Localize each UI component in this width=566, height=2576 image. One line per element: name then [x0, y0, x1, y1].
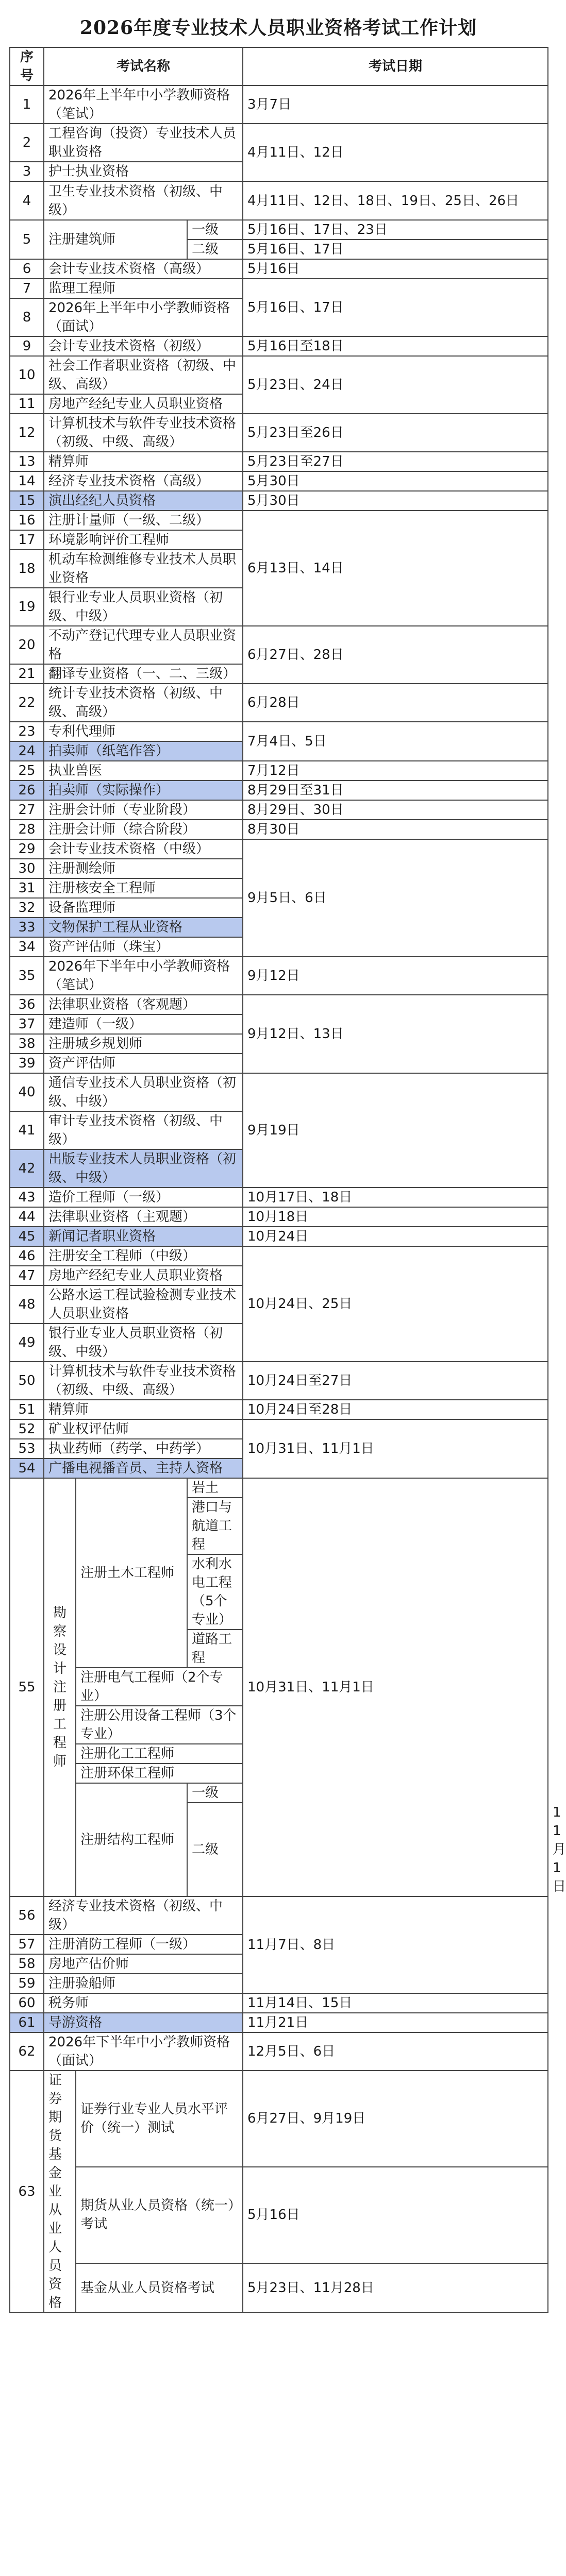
- row-number: 19: [10, 588, 44, 626]
- table-row-highlighted: [10, 2013, 548, 2032]
- header-name: 考试名称: [44, 47, 243, 86]
- exam-date: 10月24日至27日: [243, 1362, 548, 1400]
- row-number: 25: [10, 761, 44, 781]
- exam-name: 注册验船师: [44, 1974, 243, 1993]
- exam-name: 工程咨询（投资）专业技术人员职业资格: [44, 124, 243, 162]
- exam-specialty: 二级: [187, 1803, 243, 1896]
- exam-date: 9月5日、6日: [243, 839, 548, 957]
- exam-name: 注册核安全工程师: [44, 878, 243, 898]
- exam-name: 拍卖师（纸笔作答）: [44, 741, 243, 761]
- row-number: 17: [10, 530, 44, 550]
- table-row: [10, 1419, 548, 1439]
- exam-name: 计算机技术与软件专业技术资格（初级、中级、高级）: [44, 1362, 243, 1400]
- row-number: 9: [10, 336, 44, 356]
- exam-name: 注册会计师（专业阶段）: [44, 800, 243, 820]
- exam-date: 10月17日、18日: [243, 1188, 548, 1207]
- table-row: [10, 2263, 548, 2313]
- exam-date: 5月16日、17日: [243, 240, 548, 259]
- exam-name: 社会工作者职业资格（初级、中级、高级）: [44, 356, 243, 394]
- exam-date: 5月23日、11月28日: [243, 2263, 548, 2313]
- exam-name: 税务师: [44, 1993, 243, 2013]
- table-row: [10, 722, 548, 741]
- exam-date: 5月16日至18日: [243, 336, 548, 356]
- exam-name: 造价工程师（一级）: [44, 1188, 243, 1207]
- exam-name: 精算师: [44, 1400, 243, 1419]
- table-row: [10, 800, 548, 820]
- row-number: 34: [10, 937, 44, 957]
- exam-date: 5月23日至27日: [243, 452, 548, 471]
- exam-name: 机动车检测维修专业技术人员职业资格: [44, 550, 243, 588]
- exam-category: 证券期货基金业从业人员资格: [44, 2071, 76, 2313]
- row-number: 44: [10, 1207, 44, 1227]
- exam-name: 矿业权评估师: [44, 1419, 243, 1439]
- exam-name: 精算师: [44, 452, 243, 471]
- table-row: [10, 995, 548, 1014]
- row-number: 55: [10, 1478, 44, 1896]
- row-number: 39: [10, 1054, 44, 1073]
- exam-name: 注册城乡规划师: [44, 1034, 243, 1054]
- exam-name: 房地产经纪专业人员职业资格: [44, 1266, 243, 1285]
- row-number: 13: [10, 452, 44, 471]
- exam-name: 2026年上半年中小学教师资格（面试）: [44, 298, 243, 336]
- row-number: 16: [10, 511, 44, 530]
- table-body: [10, 86, 566, 2313]
- row-number: 14: [10, 471, 44, 491]
- row-number: 11: [10, 394, 44, 414]
- table-row: [10, 2032, 548, 2071]
- row-number: 59: [10, 1974, 44, 1993]
- exam-subcategory: 注册化工工程师: [76, 1744, 243, 1764]
- row-number: 2: [10, 124, 44, 162]
- exam-date: 10月24日至28日: [243, 1400, 548, 1419]
- table-row: [10, 86, 548, 124]
- exam-name: 2026年下半年中小学教师资格（面试）: [44, 2032, 243, 2071]
- row-number: 5: [10, 220, 44, 259]
- exam-name: 会计专业技术资格（初级）: [44, 336, 243, 356]
- row-number: 3: [10, 162, 44, 181]
- table-row: [10, 839, 548, 859]
- row-number: 36: [10, 995, 44, 1014]
- exam-name: 注册计量师（一级、二级）: [44, 511, 243, 530]
- exam-name: 拍卖师（实际操作）: [44, 781, 243, 800]
- exam-specialty: 岩土: [187, 1478, 243, 1498]
- table-row: [10, 452, 548, 471]
- row-number: 21: [10, 664, 44, 684]
- row-number: 20: [10, 626, 44, 664]
- row-number: 43: [10, 1188, 44, 1207]
- exam-name: 环境影响评价工程师: [44, 530, 243, 550]
- exam-date: 4月11日、12日: [243, 124, 548, 181]
- exam-date: 5月23日、24日: [243, 356, 548, 414]
- exam-date: 5月23日至26日: [243, 414, 548, 452]
- exam-date: 9月12日、13日: [243, 995, 548, 1073]
- exam-date: 4月11日、12日、18日、19日、25日、26日: [243, 181, 548, 220]
- row-number: 46: [10, 1246, 44, 1266]
- exam-subcategory: 期货从业人员资格（统一）考试: [76, 2167, 243, 2263]
- table-row: [10, 1362, 548, 1400]
- row-number: 57: [10, 1935, 44, 1954]
- exam-date: 7月4日、5日: [243, 722, 548, 761]
- header-date: 考试日期: [243, 47, 548, 86]
- row-number: 56: [10, 1896, 44, 1935]
- exam-date: 5月30日: [243, 471, 548, 491]
- exam-date: 5月16日: [243, 2167, 548, 2263]
- exam-name: 演出经纪人员资格: [44, 491, 243, 511]
- table-row: [10, 2071, 548, 2167]
- row-number: 28: [10, 820, 44, 839]
- row-number: 48: [10, 1285, 44, 1324]
- exam-subcategory: 注册公用设备工程师（3个专业）: [76, 1706, 243, 1744]
- row-number: 40: [10, 1073, 44, 1111]
- table-row: [10, 414, 548, 452]
- exam-date: 6月28日: [243, 684, 548, 722]
- table-row: [10, 511, 548, 530]
- exam-date: 8月30日: [243, 820, 548, 839]
- table-row: [10, 684, 548, 722]
- row-number: 42: [10, 1149, 44, 1188]
- exam-name: 文物保护工程从业资格: [44, 918, 243, 937]
- exam-name: 护士执业资格: [44, 162, 243, 181]
- row-number: 1: [10, 86, 44, 124]
- row-number: 10: [10, 356, 44, 394]
- table-row: [10, 259, 548, 279]
- page-title: 2026年度专业技术人员职业资格考试工作计划: [79, 17, 477, 39]
- row-number: 29: [10, 839, 44, 859]
- exam-name: 注册测绘师: [44, 859, 243, 878]
- exam-date: 10月31日、11月1日: [243, 1478, 548, 1896]
- row-number: 4: [10, 181, 44, 220]
- exam-name: 设备监理师: [44, 898, 243, 918]
- exam-specialty: 一级: [187, 1783, 243, 1803]
- exam-date: 10月18日: [243, 1207, 548, 1227]
- table-header-row: [10, 47, 548, 86]
- exam-date: 11月14日、15日: [243, 1993, 548, 2013]
- row-number: 50: [10, 1362, 44, 1400]
- exam-name: 法律职业资格（客观题）: [44, 995, 243, 1014]
- table-row: [10, 356, 548, 394]
- exam-name: 不动产登记代理专业人员职业资格: [44, 626, 243, 664]
- table-row: [10, 1400, 548, 1419]
- exam-name: 资产评估师（珠宝）: [44, 937, 243, 957]
- exam-name: 注册建筑师: [44, 220, 187, 259]
- row-number: 26: [10, 781, 44, 800]
- exam-name: 银行业专业人员职业资格（初级、中级）: [44, 588, 243, 626]
- row-number: 38: [10, 1034, 44, 1054]
- exam-name: 注册会计师（综合阶段）: [44, 820, 243, 839]
- row-number: 33: [10, 918, 44, 937]
- table-row: 二级 11月1日: [10, 1803, 548, 1896]
- row-number: 18: [10, 550, 44, 588]
- table-row-highlighted: [10, 781, 548, 800]
- row-number: 52: [10, 1419, 44, 1439]
- exam-date: 9月19日: [243, 1073, 548, 1188]
- exam-date: 12月5日、6日: [243, 2032, 548, 2071]
- row-number: 23: [10, 722, 44, 741]
- row-number: 7: [10, 279, 44, 298]
- table-row: [10, 761, 548, 781]
- exam-name: 银行业专业人员职业资格（初级、中级）: [44, 1324, 243, 1362]
- exam-date: 9月12日: [243, 957, 548, 995]
- row-number: 47: [10, 1266, 44, 1285]
- exam-name: 公路水运工程试验检测专业技术人员职业资格: [44, 1285, 243, 1324]
- exam-name: 资产评估师: [44, 1054, 243, 1073]
- table-row: [10, 626, 548, 664]
- exam-subcategory: 基金从业人员资格考试: [76, 2263, 243, 2313]
- exam-subcategory: 注册环保工程师: [76, 1764, 243, 1783]
- table-row: [10, 1207, 548, 1227]
- row-number: 27: [10, 800, 44, 820]
- exam-name: 执业兽医: [44, 761, 243, 781]
- row-number: 31: [10, 878, 44, 898]
- row-number: 8: [10, 298, 44, 336]
- row-number: 30: [10, 859, 44, 878]
- row-number: 41: [10, 1111, 44, 1149]
- header-num: 序号: [10, 47, 44, 86]
- exam-subcategory: 证券行业专业人员水平评价（统一）测试: [76, 2071, 243, 2167]
- table-row: [10, 957, 548, 995]
- table-row: [10, 1073, 548, 1111]
- exam-date: 11月21日: [243, 2013, 548, 2032]
- exam-name: 会计专业技术资格（中级）: [44, 839, 243, 859]
- row-number: 51: [10, 1400, 44, 1419]
- exam-name: 2026年下半年中小学教师资格（笔试）: [44, 957, 243, 995]
- row-number: 37: [10, 1014, 44, 1034]
- exam-date: 6月27日、9月19日: [243, 2071, 548, 2167]
- row-number: 58: [10, 1954, 44, 1974]
- exam-name: 监理工程师: [44, 279, 243, 298]
- exam-date: 5月16日、17日: [243, 279, 548, 336]
- exam-date: 5月30日: [243, 491, 548, 511]
- exam-name: 导游资格: [44, 2013, 243, 2032]
- exam-name: 法律职业资格（主观题）: [44, 1207, 243, 1227]
- row-number: 54: [10, 1459, 44, 1478]
- exam-schedule-table: [9, 47, 566, 2313]
- row-number: 22: [10, 684, 44, 722]
- row-number: 6: [10, 259, 44, 279]
- exam-specialty: 道路工程: [187, 1630, 243, 1668]
- row-number: 61: [10, 2013, 44, 2032]
- exam-date: 7月12日: [243, 761, 548, 781]
- table-row-highlighted: [10, 491, 548, 511]
- exam-subcategory: 一级: [187, 220, 243, 240]
- row-number: 60: [10, 1993, 44, 2013]
- table-row: [10, 820, 548, 839]
- table-row: [10, 1188, 548, 1207]
- exam-name: 专利代理师: [44, 722, 243, 741]
- exam-date: 6月27日、28日: [243, 626, 548, 684]
- exam-date: 3月7日: [243, 86, 548, 124]
- exam-name: 会计专业技术资格（高级）: [44, 259, 243, 279]
- row-number: 12: [10, 414, 44, 452]
- exam-subcategory: 注册土木工程师: [76, 1478, 187, 1668]
- row-number: 35: [10, 957, 44, 995]
- exam-date: 10月31日、11月1日: [243, 1419, 548, 1478]
- row-number: 53: [10, 1439, 44, 1459]
- exam-name: 出版专业技术人员职业资格（初级、中级）: [44, 1149, 243, 1188]
- exam-name: 广播电视播音员、主持人资格: [44, 1459, 243, 1478]
- table-row: [10, 1246, 548, 1266]
- exam-specialty: 水利水电工程（5个专业）: [187, 1554, 243, 1630]
- exam-name: 经济专业技术资格（初级、中级）: [44, 1896, 243, 1935]
- exam-subcategory: 注册结构工程师: [76, 1783, 187, 1896]
- table-row: [10, 181, 548, 220]
- exam-name: 通信专业技术人员职业资格（初级、中级）: [44, 1073, 243, 1111]
- table-row: [10, 279, 548, 298]
- row-number: 45: [10, 1227, 44, 1246]
- exam-subcategory: 二级: [187, 240, 243, 259]
- table-row: [10, 471, 548, 491]
- table-row: [10, 1993, 548, 2013]
- row-number: 24: [10, 741, 44, 761]
- exam-date: 10月24日: [243, 1227, 548, 1246]
- exam-name: 房地产经纪专业人员职业资格: [44, 394, 243, 414]
- exam-name: 执业药师（药学、中药学）: [44, 1439, 243, 1459]
- exam-date: 10月24日、25日: [243, 1246, 548, 1362]
- table-row: [10, 124, 548, 162]
- row-number: 49: [10, 1324, 44, 1362]
- exam-category: 勘察设计注册工程师: [44, 1478, 76, 1896]
- exam-name: 房地产估价师: [44, 1954, 243, 1974]
- exam-name: 2026年上半年中小学教师资格（笔试）: [44, 86, 243, 124]
- exam-name: 审计专业技术资格（初级、中级）: [44, 1111, 243, 1149]
- table-row: [10, 1478, 548, 1498]
- exam-date: 5月16日、17日、23日: [243, 220, 548, 240]
- exam-date: 8月29日、30日: [243, 800, 548, 820]
- exam-name: 翻译专业资格（一、二、三级）: [44, 664, 243, 684]
- exam-date: 5月16日: [243, 259, 548, 279]
- exam-date: 8月29日至31日: [243, 781, 548, 800]
- exam-name: 计算机技术与软件专业技术资格（初级、中级、高级）: [44, 414, 243, 452]
- exam-specialty: 港口与航道工程: [187, 1498, 243, 1554]
- exam-date: 6月13日、14日: [243, 511, 548, 626]
- table-row-highlighted: [10, 1227, 548, 1246]
- exam-name: 新闻记者职业资格: [44, 1227, 243, 1246]
- table-row: [10, 1896, 548, 1935]
- row-number: 32: [10, 898, 44, 918]
- exam-name: 卫生专业技术资格（初级、中级）: [44, 181, 243, 220]
- table-row: [10, 336, 548, 356]
- exam-name: 注册消防工程师（一级）: [44, 1935, 243, 1954]
- exam-name: 经济专业技术资格（高级）: [44, 471, 243, 491]
- row-number: 62: [10, 2032, 44, 2071]
- exam-subcategory: 注册电气工程师（2个专业）: [76, 1668, 243, 1706]
- exam-date: 11月7日、8日: [243, 1896, 548, 1993]
- row-number: 15: [10, 491, 44, 511]
- row-number: 63: [10, 2071, 44, 2313]
- exam-name: 统计专业技术资格（初级、中级、高级）: [44, 684, 243, 722]
- table-row: [10, 2167, 548, 2263]
- exam-name: 建造师（一级）: [44, 1014, 243, 1034]
- table-row: [10, 220, 548, 240]
- exam-name: 注册安全工程师（中级）: [44, 1246, 243, 1266]
